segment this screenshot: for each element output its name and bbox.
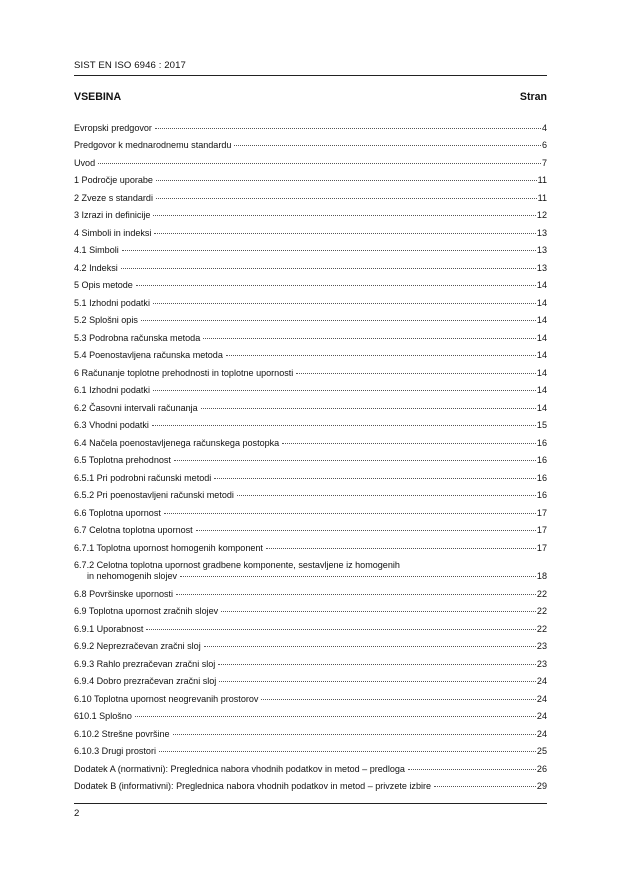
toc-entry-page: 14 (536, 350, 547, 360)
toc-entry-page: 14 (536, 297, 547, 308)
dot-leader (261, 699, 536, 700)
dot-leader (155, 128, 541, 129)
toc-entry-label: 4.1 Simboli (74, 245, 119, 255)
dot-leader (156, 180, 537, 181)
toc-entry-label: 6.9.3 Rahlo prezračevan zračni sloj (74, 658, 216, 669)
toc-entry-label: 6.6 Toplotna upornost (74, 507, 161, 518)
toc-entry-page: 13 (536, 245, 547, 255)
toc-entry-page: 22 (536, 623, 547, 634)
toc-entry-label: 3 Izrazi in definicije (74, 210, 151, 220)
toc-entry-page: 4 (541, 122, 547, 133)
toc-entry[interactable] (74, 557, 547, 586)
dot-leader (214, 478, 536, 479)
toc-entry-page: 22 (536, 606, 547, 616)
header-divider (74, 75, 547, 76)
toc-entry[interactable] (74, 260, 547, 278)
toc-entry[interactable] (74, 382, 547, 400)
toc-entry-label: 6.7 Celotna toplotna upornost (74, 525, 193, 535)
toc-entry-label: 6.7.1 Toplotna upornost homogenih komponent (74, 542, 263, 553)
dot-leader (204, 646, 536, 647)
toc-entry-label: 2 Zveze s standardi (74, 192, 153, 203)
toc-entry-page: 23 (536, 641, 547, 651)
toc-entry-label: 6.9.2 Neprezračevan zračni sloj (74, 641, 201, 651)
toc-entry[interactable] (74, 435, 547, 453)
toc-entry-label: 4 Simboli in indeksi (74, 227, 152, 238)
footer-divider (74, 803, 547, 804)
toc-entry-page: 12 (536, 210, 547, 220)
toc-entry[interactable] (74, 452, 547, 470)
dot-leader (122, 250, 536, 251)
dot-leader (408, 769, 536, 770)
toc-entry-page: 24 (536, 728, 547, 739)
toc-entry[interactable] (74, 207, 547, 225)
toc-entry-page: 17 (536, 542, 547, 553)
toc-entry-label: Dodatek A (normativni): Preglednica nabora vhodnih podatkov in metod – predloga (74, 763, 405, 774)
toc-entry-page: 14 (536, 367, 547, 378)
dot-leader (218, 664, 536, 665)
toc-entry[interactable] (74, 743, 547, 761)
dot-leader (174, 460, 536, 461)
toc-entry-page: 23 (536, 658, 547, 669)
toc-entry-page: 14 (536, 280, 547, 290)
dot-leader (221, 611, 536, 612)
toc-entry[interactable] (74, 277, 547, 295)
dot-leader (135, 716, 536, 717)
toc-entry-label: 6.3 Vhodni podatki (74, 420, 149, 430)
toc-entry-label: 6.10.2 Strešne površine (74, 728, 170, 739)
toc-entry-label: Dodatek B (informativni): Preglednica nabora vhodnih podatkov in metod – privzete izbire (74, 781, 432, 791)
dot-leader (136, 285, 536, 286)
dot-leader (237, 495, 536, 496)
toc-entry[interactable] (74, 330, 547, 348)
toc-entry[interactable] (74, 225, 547, 243)
toc-entry-page: 15 (536, 420, 547, 430)
toc-entry[interactable] (74, 242, 547, 260)
toc-entry-label: 6.5.1 Pri podrobni računski metodi (74, 472, 212, 483)
toc-heading: VSEBINA (74, 91, 122, 103)
toc-entry[interactable] (74, 673, 547, 691)
dot-leader (98, 163, 541, 164)
toc-entry-label: 6.8 Površinske upornosti (74, 588, 174, 599)
toc-entry-label: Uvod (74, 157, 96, 168)
toc-entry[interactable] (74, 470, 547, 488)
toc-entry[interactable] (74, 295, 547, 313)
toc-entry-page: 13 (536, 262, 547, 273)
toc-entry-label: 6 Računanje toplotne prehodnosti in toplotne upornosti (74, 367, 294, 378)
dot-leader (173, 734, 536, 735)
toc-entry[interactable] (74, 778, 547, 796)
dot-leader (164, 513, 536, 514)
toc-entry-label: 6.9.4 Dobro prezračevan zračni sloj (74, 676, 217, 686)
toc-entry-label: 5.4 Poenostavljena računska metoda (74, 350, 223, 360)
page-number: 2 (74, 808, 80, 819)
dot-leader (176, 594, 536, 595)
toc-entry-page: 18 (536, 571, 547, 581)
toc-entry-label: 1 Področje uporabe (74, 175, 153, 185)
dot-leader (201, 408, 536, 409)
toc-entry-label: Predgovor k mednarodnemu standardu (74, 140, 232, 150)
dot-leader (203, 338, 536, 339)
dot-leader (141, 320, 536, 321)
toc-entry[interactable] (74, 726, 547, 744)
toc-entry[interactable] (74, 708, 547, 726)
toc-entry[interactable] (74, 312, 547, 330)
toc-entry[interactable] (74, 190, 547, 208)
toc-entry[interactable] (74, 621, 547, 639)
toc-entry-page: 17 (536, 507, 547, 518)
dot-leader (159, 751, 536, 752)
toc-entry-label: 6.10.3 Drugi prostori (74, 746, 156, 756)
page-column-heading: Stran (519, 91, 547, 103)
toc-entry-label: 6.9.1 Uporabnost (74, 623, 144, 634)
toc-entry-page: 7 (541, 157, 547, 168)
toc-entry-label: 5.3 Podrobna računska metoda (74, 332, 201, 343)
dot-leader (153, 303, 536, 304)
toc-entry-page: 11 (537, 192, 547, 203)
toc-entry-label: 6.5.2 Pri poenostavljeni računski metodi (74, 490, 234, 500)
toc-entry[interactable] (74, 365, 547, 383)
toc-entry[interactable] (74, 155, 547, 173)
toc-entry-label: 6.1 Izhodni podatki (74, 385, 150, 395)
toc-entry-label: 6.7.2 Celotna toplotna upornost gradbene komponente, sestavljene iz homogenih (74, 560, 400, 570)
dot-leader (296, 373, 536, 374)
dot-leader (121, 268, 536, 269)
toc-entry-page: 6 (541, 140, 547, 150)
toc-entry[interactable] (74, 400, 547, 418)
dot-leader (152, 425, 536, 426)
toc-entry[interactable] (74, 656, 547, 674)
toc-entry-page: 29 (536, 781, 547, 791)
dot-leader (219, 681, 536, 682)
toc-entry[interactable] (74, 522, 547, 540)
toc-entry-label: 6.10 Toplotna upornost neogrevanih prostorov (74, 693, 259, 704)
toc-entry-page: 26 (536, 763, 547, 774)
toc-entry-page: 22 (536, 588, 547, 599)
toc-entry[interactable] (74, 691, 547, 709)
toc-entry[interactable] (74, 761, 547, 779)
toc-entry-page: 11 (537, 175, 547, 185)
toc-entry-page: 16 (536, 472, 547, 483)
toc-entry[interactable] (74, 586, 547, 604)
dot-leader (180, 576, 536, 577)
toc-entry-page: 16 (536, 437, 547, 448)
dot-leader (196, 530, 536, 531)
toc-title-row (74, 91, 547, 103)
toc-entry-label: Evropski predgovor (74, 122, 152, 133)
toc-entry-label: 610.1 Splošno (74, 711, 132, 721)
toc-entry-page: 16 (536, 490, 547, 500)
toc-entry-page: 14 (536, 315, 547, 325)
toc-entry-page: 25 (536, 746, 547, 756)
toc-entry-label: 6.4 Načela poenostavljenega računskega postopka (74, 437, 280, 448)
dot-leader (266, 548, 536, 549)
dot-leader (234, 145, 541, 146)
toc-entry-label: 6.9 Toplotna upornost zračnih slojev (74, 606, 219, 616)
toc-entry-page: 14 (536, 402, 547, 413)
toc-entry[interactable] (74, 137, 547, 155)
dot-leader (156, 198, 537, 199)
toc-entry-page: 24 (536, 693, 547, 704)
standard-header: SIST EN ISO 6946 : 2017 (74, 60, 186, 71)
toc-entry-continuation (74, 571, 547, 582)
toc-entry[interactable] (74, 540, 547, 558)
dot-leader (146, 629, 536, 630)
toc-entry-label: 4.2 Indeksi (74, 262, 118, 273)
toc-entry-page: 24 (536, 676, 547, 686)
toc-entry-label: 5 Opis metode (74, 280, 133, 290)
toc-entry-page: 24 (536, 711, 547, 721)
toc-entry-label: 6.2 Časovni intervali računanja (74, 402, 198, 413)
toc-entry[interactable] (74, 505, 547, 523)
toc-entry-label: 5.1 Izhodni podatki (74, 297, 150, 308)
toc-entry[interactable] (74, 638, 547, 656)
dot-leader (282, 443, 536, 444)
dot-leader (434, 786, 536, 787)
toc-entry-label: 6.5 Toplotna prehodnost (74, 455, 171, 465)
toc-entry[interactable] (74, 417, 547, 435)
toc-entry-label-continued: in nehomogenih slojev (87, 571, 178, 581)
toc-entry[interactable] (74, 120, 547, 138)
dot-leader (153, 390, 536, 391)
dot-leader (153, 215, 535, 216)
table-of-contents (74, 120, 547, 796)
toc-entry-page: 17 (536, 525, 547, 535)
toc-entry[interactable] (74, 172, 547, 190)
dot-leader (154, 233, 535, 234)
toc-entry-label: 5.2 Splošni opis (74, 315, 138, 325)
toc-entry[interactable] (74, 603, 547, 621)
toc-entry-page: 13 (536, 227, 547, 238)
toc-entry-page: 14 (536, 332, 547, 343)
toc-entry-page: 14 (536, 385, 547, 395)
toc-entry[interactable] (74, 347, 547, 365)
toc-entry[interactable] (74, 487, 547, 505)
toc-entry-page: 16 (536, 455, 547, 465)
dot-leader (226, 355, 536, 356)
